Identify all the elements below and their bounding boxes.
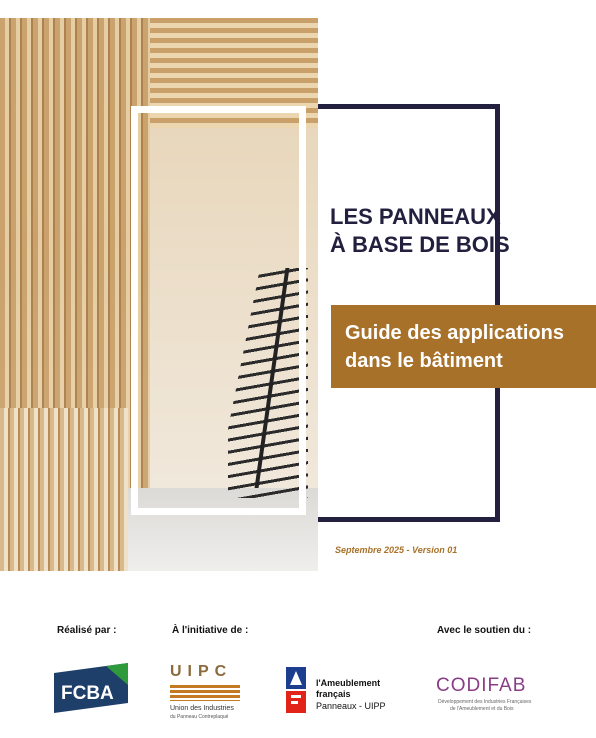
- ameublement-line-1: l'Ameublement: [316, 678, 381, 688]
- made-by-label: Réalisé par :: [57, 625, 117, 636]
- ameublement-logo: [286, 667, 406, 717]
- document-title: [330, 203, 580, 259]
- fcba-logo: [54, 663, 128, 713]
- uipc-logo: [170, 663, 246, 723]
- fcba-logo-graphic: [54, 663, 128, 713]
- uipc-line-2: du Panneau Contreplaqué: [170, 714, 229, 720]
- uipc-stripes: [170, 685, 240, 701]
- codifab-logo: [436, 675, 556, 721]
- photo-reception-desk: [0, 408, 128, 571]
- codifab-line-2: de l'Ameublement et du Bois: [450, 706, 514, 712]
- uipc-name: UIPC: [170, 663, 233, 680]
- title-line-2: À BASE DE BOIS: [330, 232, 510, 257]
- fcba-text: FCBA: [61, 683, 114, 704]
- ameublement-line-3: Panneaux - UIPP: [316, 701, 386, 711]
- codifab-name: CODIFAB: [436, 675, 527, 696]
- subtitle-line-2: dans le bâtiment: [345, 350, 503, 372]
- uipc-line-1: Union des Industries: [170, 705, 234, 712]
- support-label: Avec le soutien du :: [437, 625, 532, 636]
- version-date: Septembre 2025 - Version 01: [335, 545, 458, 555]
- subtitle-banner: [331, 305, 596, 388]
- ameublement-line-2: français: [316, 689, 351, 699]
- title-line-1: LES PANNEAUX: [330, 204, 501, 229]
- white-frame: [131, 106, 306, 515]
- initiative-label: À l'initiative de :: [172, 625, 249, 636]
- ameublement-mark-icon: [286, 667, 306, 713]
- subtitle-line-1: Guide des applications: [345, 322, 564, 344]
- codifab-line-1: Développement des Industries Françaises: [438, 699, 532, 705]
